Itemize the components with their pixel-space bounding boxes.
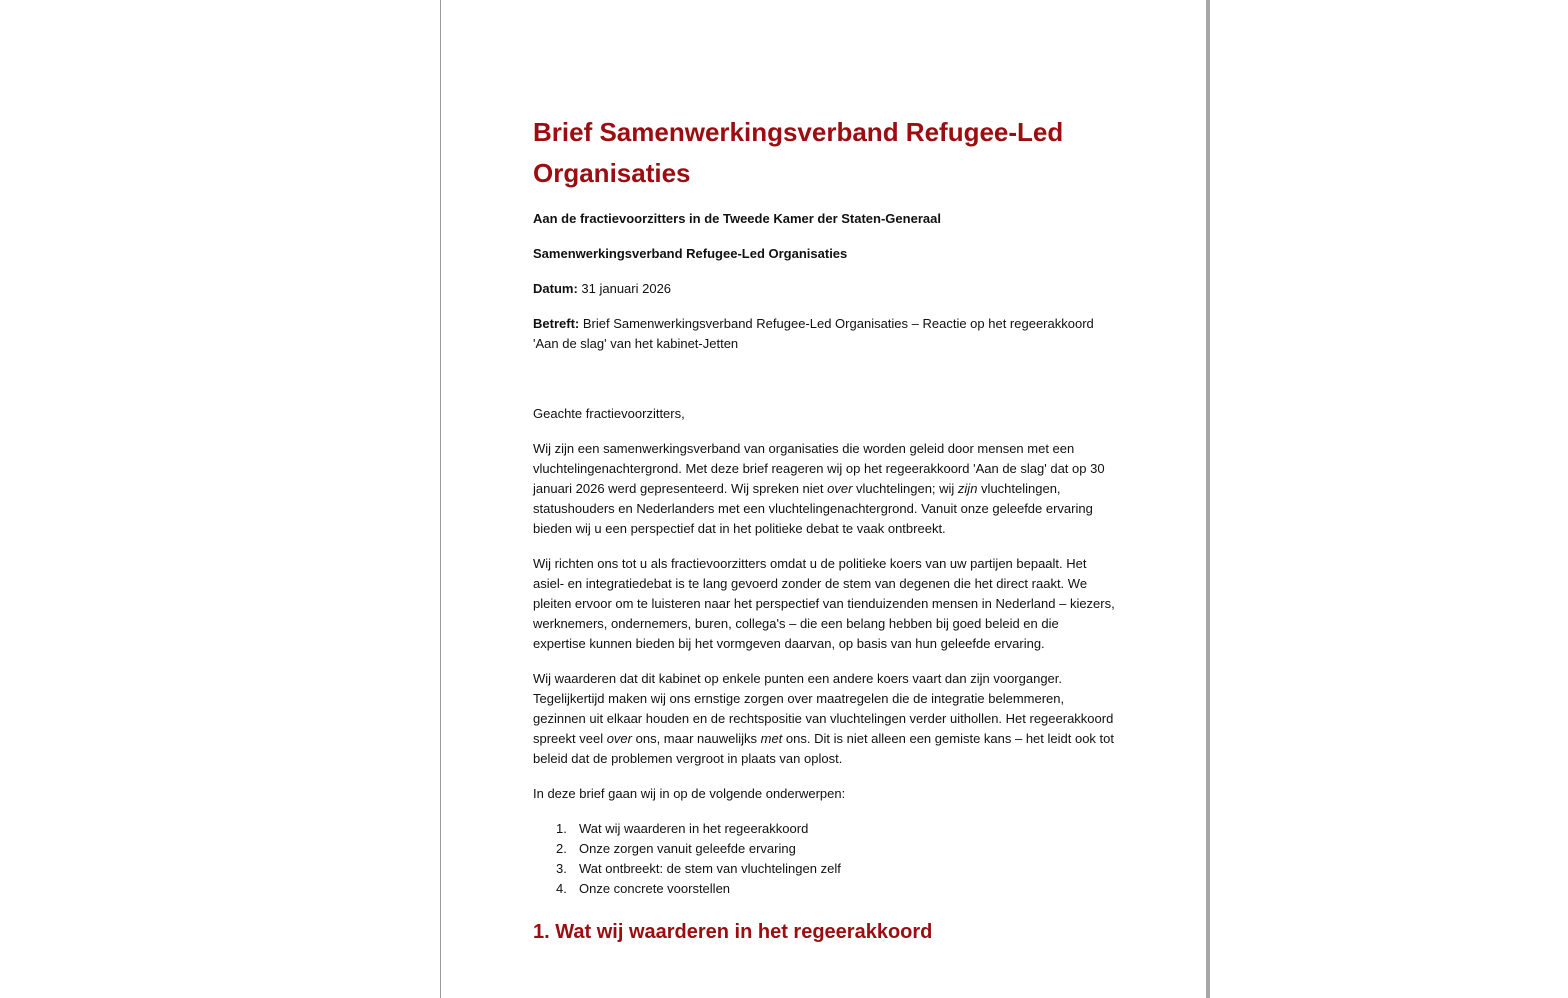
list-item-number: 2. bbox=[556, 841, 567, 856]
list-item-label: Onze concrete voorstellen bbox=[579, 881, 731, 896]
paragraph-text: Wij zijn een samenwerkingsverband van organisaties die worden geleid door mensen met een vluchtelingenachtergrond. Met deze brief reageren wij op het regeerakkoord 'Aan de slag' dat op 30 januari 2026 werd gepresenteerd. Wij spreken niet bbox=[533, 441, 1105, 496]
spacer bbox=[533, 369, 1115, 404]
subject-label: Betreft: bbox=[533, 316, 580, 331]
paragraph-appreciation bbox=[533, 669, 1115, 769]
list-item-number: 4. bbox=[556, 881, 567, 896]
document-title: Brief Samenwerkingsverband Refugee-Led Organisaties bbox=[533, 117, 1064, 188]
subject-line bbox=[533, 314, 1115, 354]
subject-value: Brief Samenwerkingsverband Refugee-Led Organisaties – Reactie op het regeerakkoord 'Aan de slag' van het kabinet-Jetten bbox=[533, 316, 1094, 351]
date-line bbox=[533, 279, 1115, 299]
paragraph-text: Wij waarderen dat dit kabinet op enkele punten een andere koers vaart dan zijn voorganger. Tegelijkertijd maken wij ons ernstige zorgen over maatregelen die de integratie belemmeren, gezinnen uit elkaar houden en de rechtspositie van vluchtelingen verder uithollen. Het regeerakkoord spreekt veel bbox=[533, 671, 1114, 746]
page-content bbox=[533, 112, 1115, 946]
topics-intro: In deze brief gaan wij in op de volgende onderwerpen: bbox=[533, 786, 846, 801]
emphasis-text: over bbox=[606, 731, 632, 746]
paragraph-text: vluchtelingen; wij bbox=[852, 481, 958, 496]
page-right-edge bbox=[1206, 0, 1210, 998]
paragraph-text: vluchtelingen, statushouders en Nederlanders met een vluchtelingenachtergrond. Vanuit onze geleefde ervaring bieden wij u een perspectief dat in het politieke debat te vaak ontbreekt. bbox=[533, 481, 1093, 536]
paragraph-text: ons. Dit is niet alleen een gemiste kans – het leidt ook tot beleid dat de problemen vergroot in plaats van oplost. bbox=[533, 731, 1114, 766]
emphasis-text: met bbox=[760, 731, 783, 746]
emphasis-text: over bbox=[827, 481, 853, 496]
list-item-label: Wat ontbreekt: de stem van vluchtelingen zelf bbox=[579, 861, 841, 876]
list-item-label: Onze zorgen vanuit geleefde ervaring bbox=[579, 841, 796, 856]
list-item bbox=[533, 879, 1115, 899]
list-item-number: 3. bbox=[556, 861, 567, 876]
salutation: Geachte fractievoorzitters, bbox=[533, 406, 685, 421]
section-heading: 1. Wat wij waarderen in het regeerakkoord bbox=[533, 921, 933, 943]
paragraph-text: ons, maar nauwelijks bbox=[632, 731, 761, 746]
document-page bbox=[440, 0, 1206, 998]
list-item-number: 1. bbox=[556, 821, 567, 836]
list-item bbox=[533, 859, 1115, 879]
addressee-line: Aan de fractievoorzitters in de Tweede Kamer der Staten-Generaal bbox=[533, 211, 941, 226]
sender-line: Samenwerkingsverband Refugee-Led Organisaties bbox=[533, 246, 848, 261]
topics-list bbox=[533, 819, 1115, 899]
emphasis-text: zijn bbox=[957, 481, 978, 496]
paragraph-intro bbox=[533, 439, 1115, 539]
list-item bbox=[533, 839, 1115, 859]
list-item-label: Wat wij waarderen in het regeerakkoord bbox=[579, 821, 809, 836]
list-item bbox=[533, 819, 1115, 839]
date-value: 31 januari 2026 bbox=[581, 281, 672, 296]
date-label: Datum: bbox=[533, 281, 578, 296]
paragraph-audience: Wij richten ons tot u als fractievoorzitters omdat u de politieke koers van uw partijen bepaalt. Het asiel- en integratiedebat is te lang gevoerd zonder de stem van degenen die het direct raakt. We pleiten ervoor om te luisteren naar het perspectief van tienduizenden mensen in Nederland – kiezers, werknemers, ondernemers, buren, collega's – die een belang hebben bij goed beleid en die expertise kunnen bieden bij het vormgeven daarvan, op basis van hun geleefde ervaring. bbox=[533, 556, 1115, 651]
